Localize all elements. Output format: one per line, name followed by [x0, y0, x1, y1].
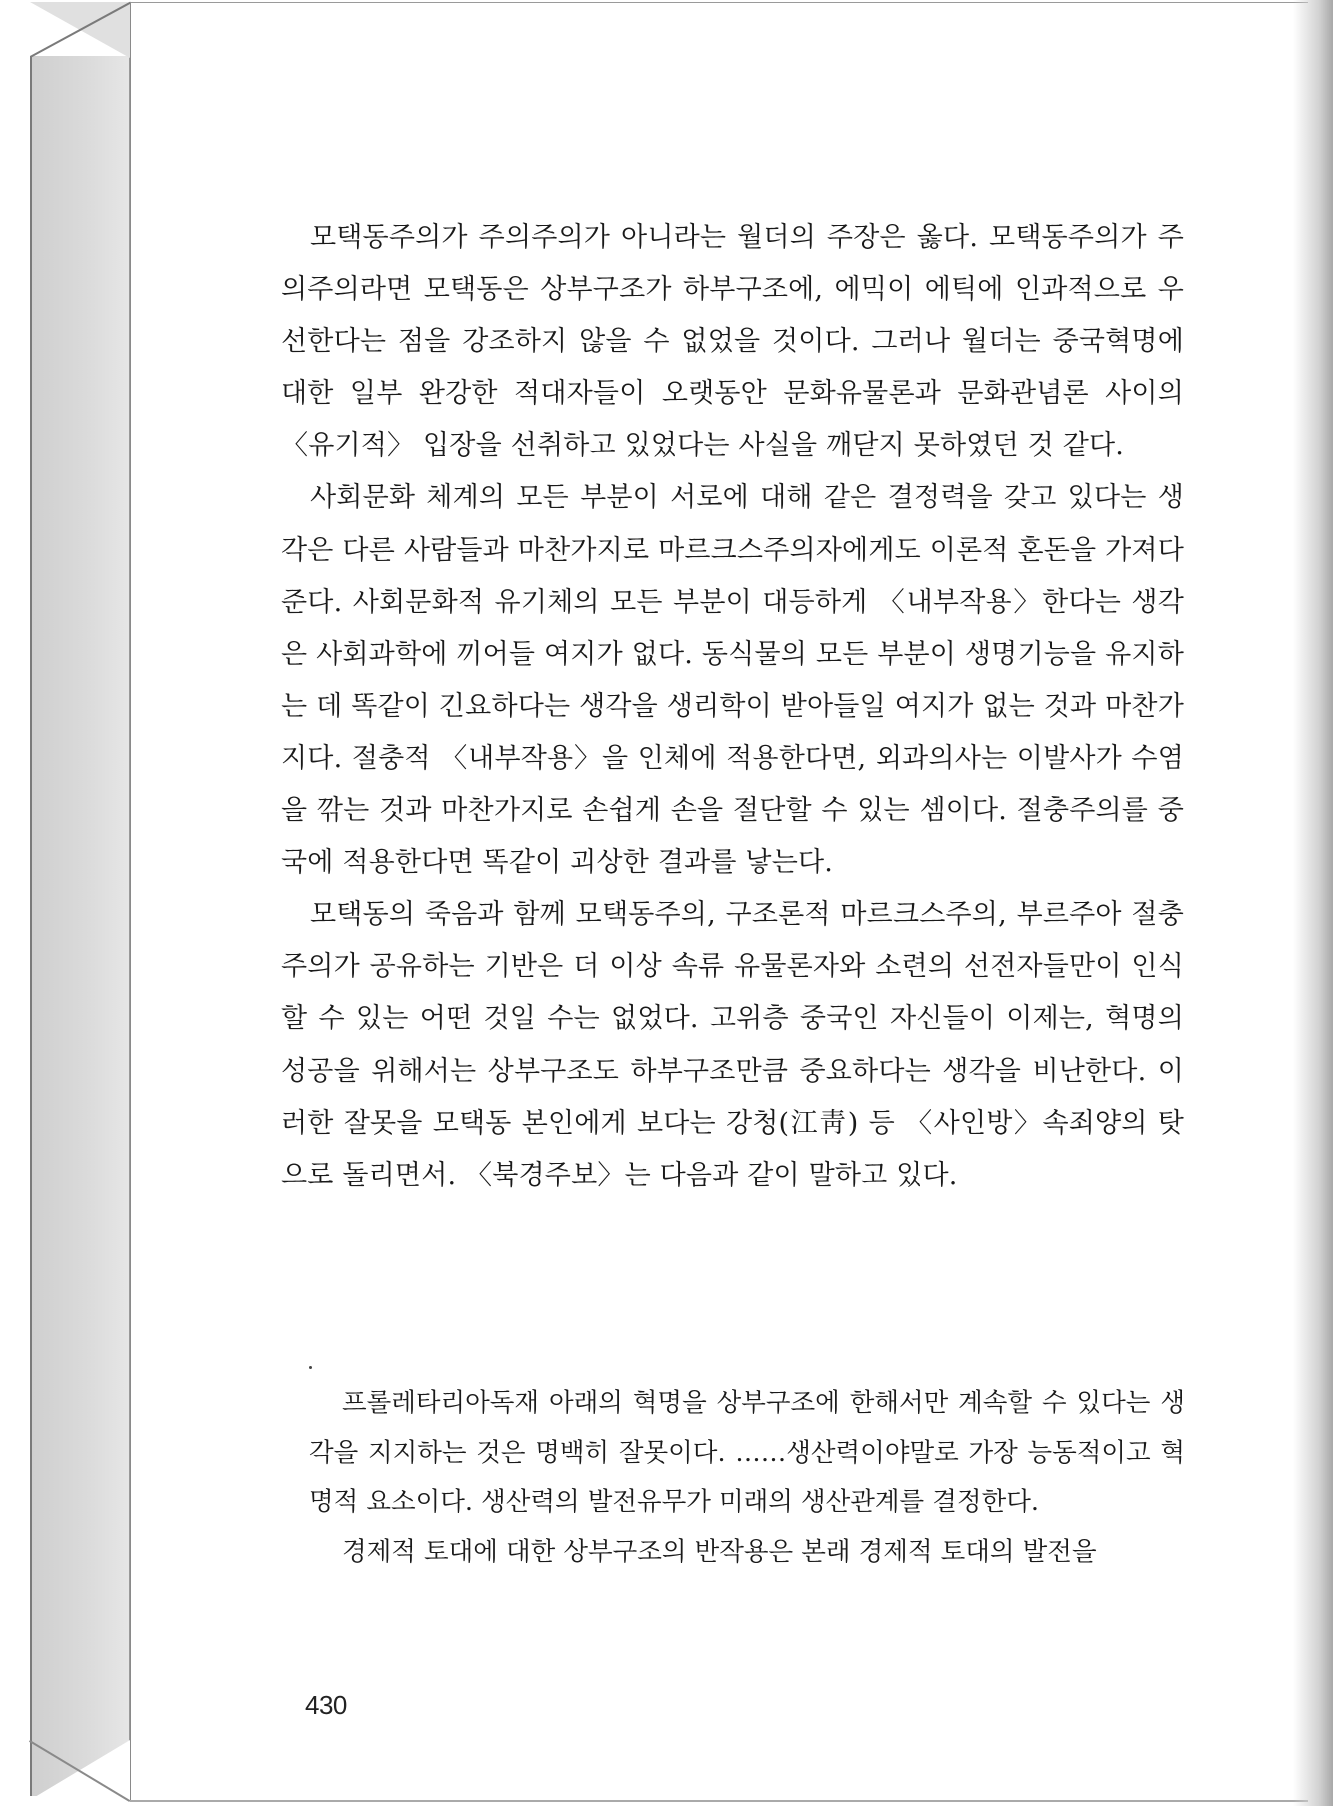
- page-right-shadow: [1293, 0, 1333, 1806]
- paragraph: 사회문화 체계의 모든 부분이 서로에 대해 같은 결정력을 갖고 있다는 생각은 다른 사람들과 마찬가지로 마르크스주의자에게도 이론적 혼돈을 가져다 준다. 사회문화적 유기체의 모든 부분이 대등하게 〈내부작용〉한다는 생각은 사회과학에 끼어들 여지가 없다. 동식물의 모든 부분이 생명기능을 유지하는 데 똑같이 긴요하다는 생각을 생리학이 받아들일 여지가 없는 것과 마찬가지다. 절충적 〈내부작용〉을 인체에 적용한다면, 외과의사는 이발사가 수염을 깎는 것과 마찬가지로 손쉽게 손을 절단할 수 있는 셈이다. 절충주의를 중국에 적용한다면 똑같이 괴상한 결과를 낳는다.: [281, 482, 1184, 879]
- block-quote: [309, 1379, 1185, 1577]
- page-stack-edge: [30, 56, 130, 1796]
- quote-paragraph: 프롤레타리아독재 아래의 혁명을 상부구조에 한해서만 계속할 수 있다는 생각을 지지하는 것은 명백히 잘못이다. ……생산력이야말로 가장 능동적이고 혁명적 요소이다. 생산력의 발전유무가 미래의 생산관계를 결정한다.: [309, 1388, 1185, 1517]
- paragraph: 모택동주의가 주의주의가 아니라는 월더의 주장은 옳다. 모택동주의가 주의주의라면 모택동은 상부구조가 하부구조에, 에믹이 에틱에 인과적으로 우선한다는 점을 강조하지 않을 수 없었을 것이다. 그러나 월더는 중국혁명에 대한 일부 완강한 적대자들이 오랫동안 문화유물론과 문화관념론 사이의 〈유기적〉 입장을 선취하고 있었다는 사실을 깨닫지 못하였던 것 같다.: [281, 222, 1184, 462]
- paragraph: 모택동의 죽음과 함께 모택동주의, 구조론적 마르크스주의, 부르주아 절충주의가 공유하는 기반은 더 이상 속류 유물론자와 소련의 선전자들만이 인식할 수 있는 어떤 것일 수는 없었다. 고위층 중국인 자신들이 이제는, 혁명의 성공을 위해서는 상부구조도 하부구조만큼 중요하다는 생각을 비난한다. 이러한 잘못을 모택동 본인에게 보다는 강청(江靑) 등 〈사인방〉속죄양의 탓으로 돌리면서. 〈북경주보〉는 다음과 같이 말하고 있다.: [281, 899, 1184, 1191]
- stray-dot-mark: [309, 1366, 312, 1369]
- page-bottom-edge: [130, 1800, 1308, 1802]
- quote-paragraph: 경제적 토대에 대한 상부구조의 반작용은 본래 경제적 토대의 발전을: [342, 1536, 1097, 1567]
- page-number: 430: [305, 1690, 347, 1720]
- body-text: [281, 212, 1184, 1202]
